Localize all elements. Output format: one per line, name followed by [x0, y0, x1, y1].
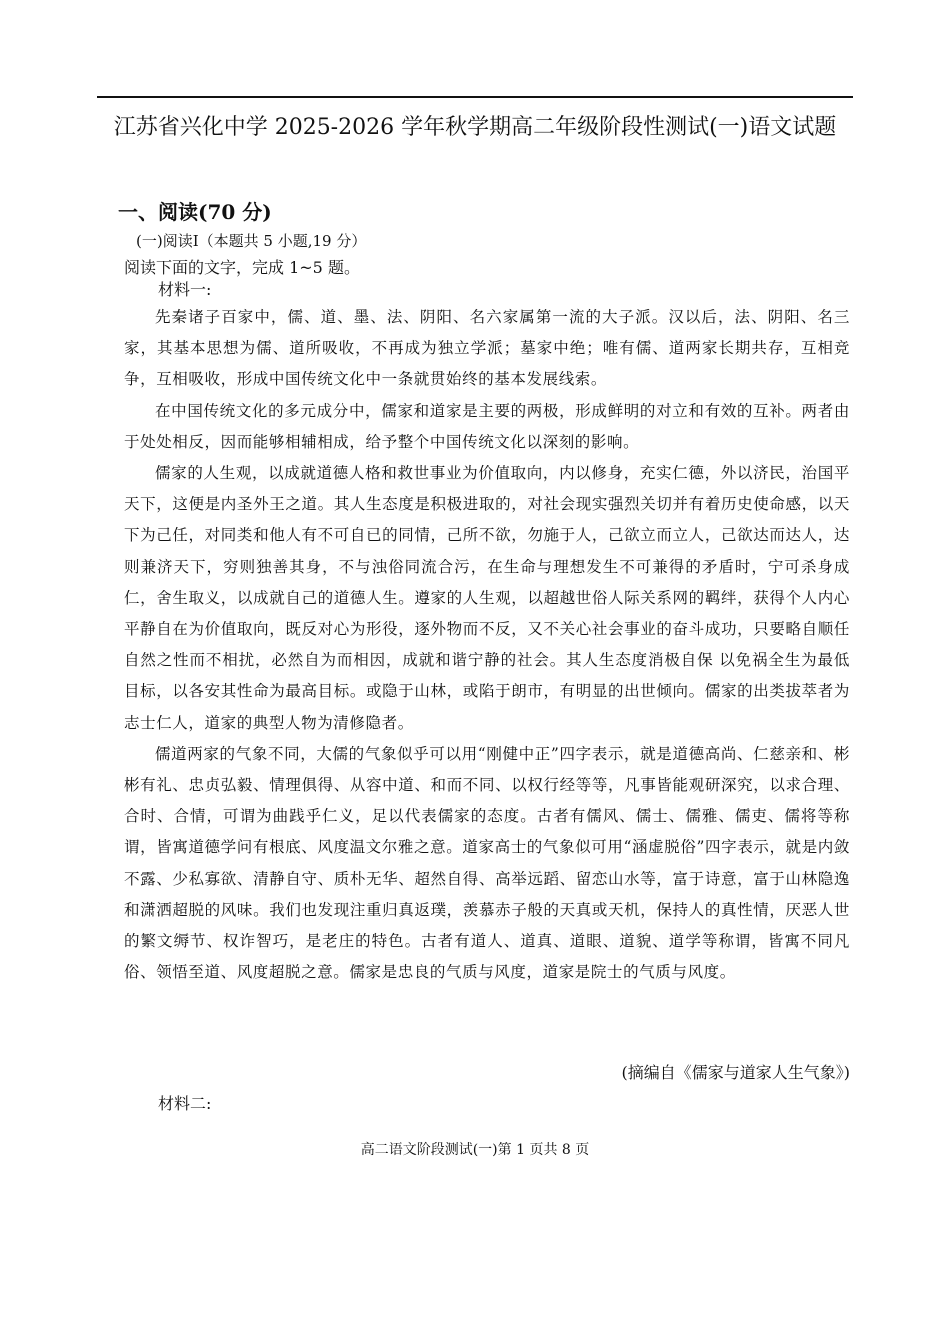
paragraph-1: 先秦诸子百家中，儒、道、墨、法、阴阳、名六家属第一流的大子派。汉以后，法、阴阳、名三家，其基本思想为儒、道所吸收，不再成为独立学派；墓家中绝；唯有儒、道两家长期共存，互相竞争，互相吸收，形成中国传统文化中一条就贯始终的基本发展线索。	[124, 308, 850, 389]
page-title: 江苏省兴化中学 2025-2026 学年秋学期高二年级阶段性测试(一)语文试题	[113, 115, 837, 140]
material-2-label: 材料二:	[158, 1094, 212, 1113]
section-heading: 一、阅读(70 分)	[118, 200, 272, 224]
header-rule	[97, 96, 853, 98]
paragraph-4: 儒道两家的气象不同，大儒的气象似乎可以用“刚健中正”四字表示，就是道德高尚、仁慈亲和、彬彬有礼、忠贞弘毅、情理俱得、从容中道、和而不同、以权行经等等，凡事皆能观研深究，以求合理、合时、合情，可谓为曲践乎仁义，足以代表儒家的态度。古者有儒风、儒士、儒雅、儒吏、儒将等称谓，皆寓道德学问有根底、风度温文尔雅之意。道家高士的气象似可用“涵虚脱俗”四字表示，就是内敛不露、少私寡欲、清静自守、质朴无华、超然自得、高举远蹈、留恋山水等，富于诗意，富于山林隐逸和潇洒超脱的风味。我们也发现注重归真返璞，羡慕赤子般的天真或天机，保持人的真性情，厌恶人世的繁文缛节、权诈智巧，是老庄的特色。古者有道人、道真、道眼、道貌、道学等称谓，皆寓不同凡俗、领悟至道、风度超脱之意。儒家是忠良的气质与风度，道家是院士的气质与风度。	[124, 744, 850, 982]
article-body	[124, 302, 850, 988]
paragraph-3: 儒家的人生观，以成就道德人格和救世事业为价值取向，内以修身，充实仁德，外以济民，治国平天下，这便是内圣外王之道。其人生态度是积极进取的，对社会现实强烈关切并有着历史使命感，以天下为己任，对同类和他人有不可自已的同情，己所不欲，勿施于人，己欲立而立人，己欲达而达人，达则兼济天下，穷则独善其身，不与浊俗同流合污，在生命与理想发生不可兼得的矛盾时，宁可杀身成仁，舍生取义，以成就自己的道德人生。遵家的人生观，以超越世俗人际关系网的羁绊，获得个人内心平静自在为价值取向，既反对心为形役，逐外物而不反，又不关心社会事业的奋斗成功，只要略自顺任自然之性而不相扰，必然自为而相因，成就和谐宁静的社会。其人生态度消极自保 以免祸全生为最低目标，以各安其性命为最高目标。或隐于山林，或陷于朗市，有明显的出世倾向。儒家的出类拔萃者为志士仁人，道家的典型人物为清修隐者。	[124, 464, 850, 732]
subsection-heading: (一)阅读Ⅰ（本题共 5 小题,19 分）	[136, 232, 367, 250]
source-citation: (摘编自《儒家与道家人生气象》)	[621, 1063, 850, 1082]
reading-instruction: 阅读下面的文字，完成 1~5 题。	[124, 258, 360, 277]
page-footer: 高二语文阶段测试(一)第 1 页共 8 页	[360, 1142, 590, 1158]
material-1-label: 材料一:	[158, 280, 212, 299]
paragraph-2: 在中国传统文化的多元成分中，儒家和道家是主要的两极，形成鲜明的对立和有效的互补。两者由于处处相反，因而能够相辅相成，给予整个中国传统文化以深刻的影响。	[124, 401, 850, 451]
